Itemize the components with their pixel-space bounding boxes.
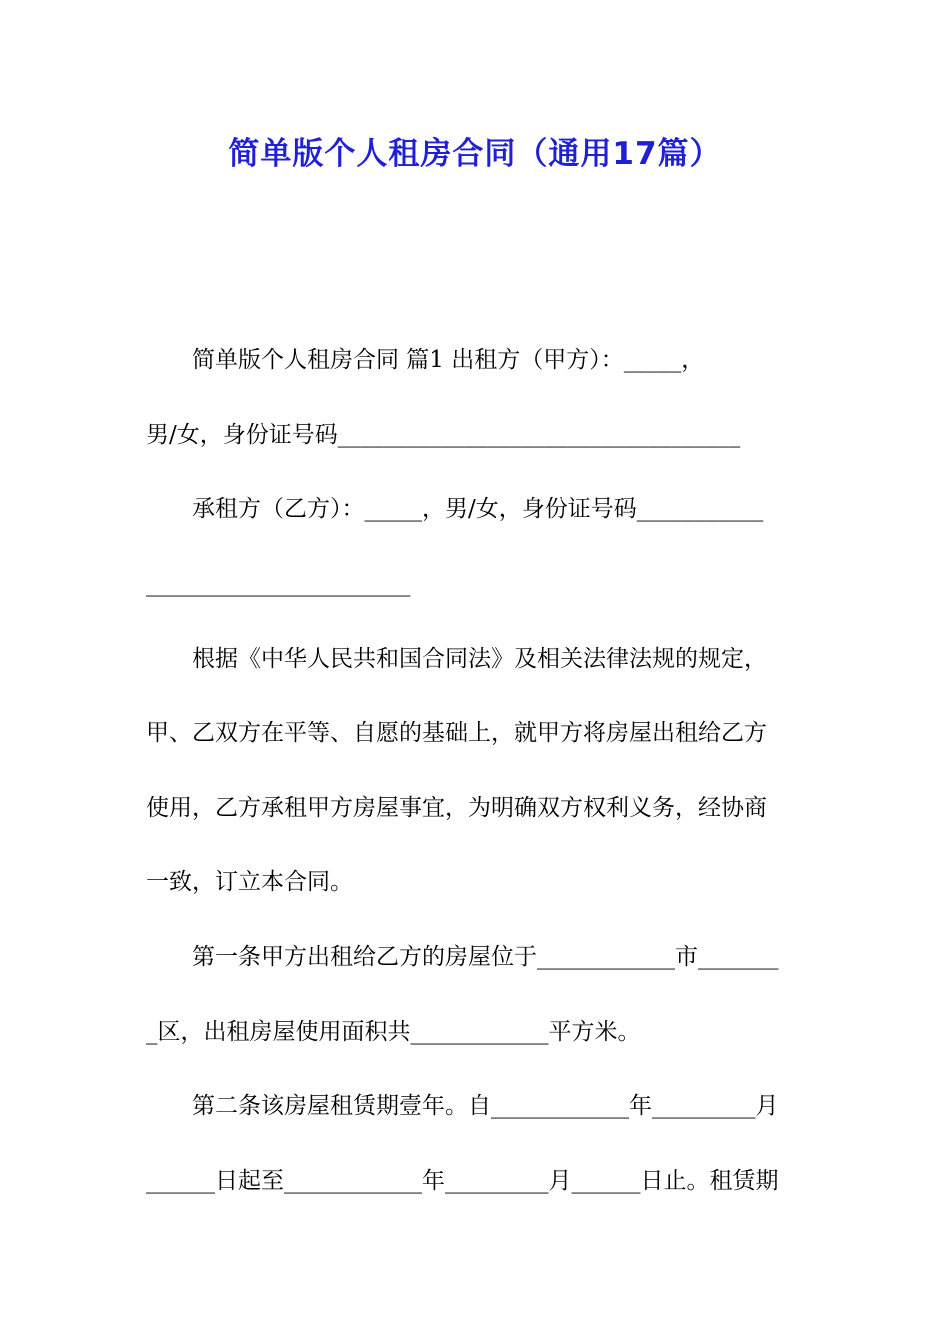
paragraph-line: 男/女，身份证号码___________________________________ [146,422,741,448]
paragraph-line: 使用，乙方承租甲方房屋事宜，为明确双方权利义务，经协商 [146,795,767,821]
paragraph-line: 一致，订立本合同。 [146,869,353,895]
document-title: 简单版个人租房合同（通用17篇） [228,136,722,172]
paragraph-line: 甲、乙双方在平等、自愿的基础上，就甲方将房屋出租给乙方 [146,720,767,746]
paragraph-line: ______日起至____________年_________月______日止。租赁期 [146,1168,779,1194]
paragraph-line: 承租方（乙方）：_____，男/女，身份证号码___________ [192,496,764,522]
paragraph-line: _______________________ [146,571,411,597]
paragraph-line: 第一条甲方出租给乙方的房屋位于____________市_______ [192,944,779,970]
paragraph-line: 简单版个人租房合同 篇1 出租方（甲方）：_____， [192,347,705,373]
paragraph-line: 根据《中华人民共和国合同法》及相关法律法规的规定， [192,646,767,672]
paragraph-line: _区，出租房屋使用面积共____________平方米。 [146,1019,641,1045]
paragraph-line: 第二条该房屋租赁期壹年。自____________年_________月 [192,1093,779,1119]
